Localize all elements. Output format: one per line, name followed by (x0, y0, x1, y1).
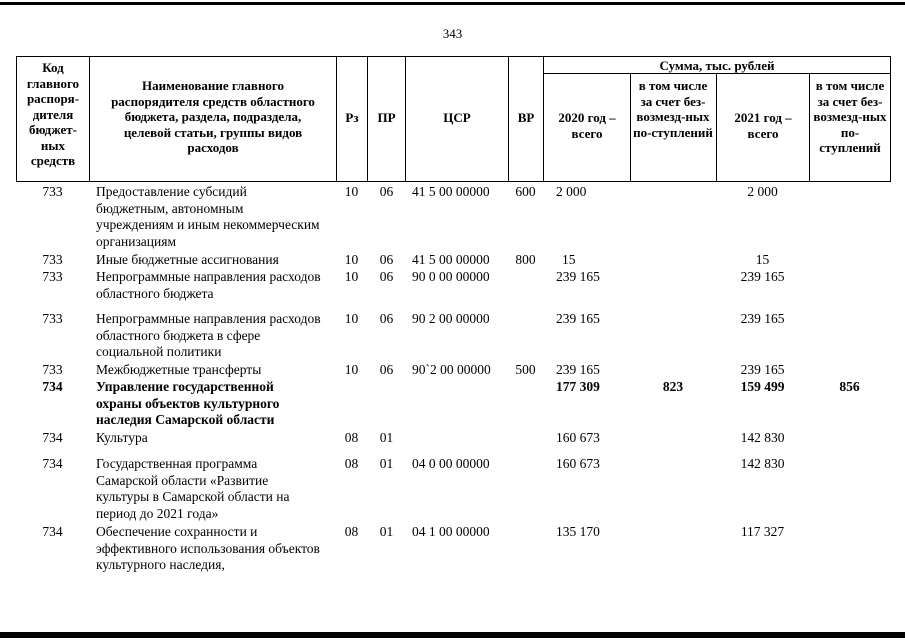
header-sum: Сумма, тыс. рублей (659, 58, 775, 73)
header-code: Код главного распоря-дителя бюджет-ных средств (26, 60, 80, 168)
row-name: Управление государственной охраны объектов культурного наследия Самарской области (96, 379, 280, 427)
header-pr: ПР (377, 110, 396, 125)
row-pr: 06 (379, 252, 394, 267)
vrule (89, 56, 90, 182)
row-code: 734 (42, 379, 63, 394)
row-name: Непрограммные направления расходов областного бюджета (96, 269, 321, 301)
row-rz: 08 (344, 524, 359, 539)
row-sum-2021: 15 (755, 252, 770, 267)
row-pr: 01 (379, 456, 394, 471)
row-sum-2021: 142 830 (740, 430, 785, 445)
row-name: Иные бюджетные ассигнования (96, 252, 279, 267)
row-csr: 41 5 00 00000 (412, 184, 490, 199)
row-free-2020: 823 (662, 379, 684, 394)
row-code: 733 (42, 311, 63, 326)
row-csr: 04 0 00 00000 (412, 456, 490, 471)
row-sum-2021: 239 165 (740, 311, 785, 326)
row-code: 733 (42, 362, 63, 377)
header-top-rule (16, 56, 890, 57)
vrule (716, 73, 717, 182)
header-vr: ВР (517, 110, 535, 125)
row-csr: 04 1 00 00000 (412, 524, 490, 539)
vrule (890, 56, 891, 182)
row-sum-2021: 159 499 (740, 379, 785, 394)
row-pr: 01 (379, 524, 394, 539)
row-vr: 500 (515, 362, 536, 377)
row-code: 733 (42, 252, 63, 267)
header-2021-free: в том числе за счет без-возмезд-ных по-ступлений (813, 78, 887, 155)
vrule (809, 73, 810, 182)
header-2021: 2021 год – всего (734, 110, 792, 141)
row-pr: 01 (379, 430, 394, 445)
bottom-border (0, 632, 905, 638)
row-rz: 10 (344, 252, 359, 267)
row-name: Предоставление субсидий бюджетным, автономным учреждениям и иным некоммерческим организациям (96, 184, 320, 249)
row-sum-2020: 239 165 (556, 269, 600, 284)
row-sum-2021: 239 165 (740, 362, 785, 377)
row-pr: 06 (379, 184, 394, 199)
vrule (543, 56, 544, 182)
row-sum-2021: 142 830 (740, 456, 785, 471)
row-rz: 10 (344, 362, 359, 377)
row-pr: 06 (379, 311, 394, 326)
row-sum-2020: 177 309 (556, 379, 600, 394)
header-2020: 2020 год – всего (558, 110, 616, 141)
row-rz: 10 (344, 184, 359, 199)
row-sum-2021: 239 165 (740, 269, 785, 284)
header-bottom-rule (16, 181, 890, 182)
row-rz: 08 (344, 456, 359, 471)
row-code: 734 (42, 524, 63, 539)
vrule (16, 56, 17, 182)
row-code: 733 (42, 269, 63, 284)
row-csr: 41 5 00 00000 (412, 252, 490, 267)
row-rz: 10 (344, 311, 359, 326)
row-pr: 06 (379, 362, 394, 377)
row-name: Культура (96, 430, 148, 445)
row-pr: 06 (379, 269, 394, 284)
vrule (630, 73, 631, 182)
row-sum-2021: 2 000 (747, 184, 778, 199)
row-sum-2020: 160 673 (556, 430, 600, 445)
row-sum-2020: 239 165 (556, 311, 600, 326)
row-vr: 600 (515, 184, 536, 199)
row-sum-2020: 160 673 (556, 456, 600, 471)
row-free-2021: 856 (839, 379, 860, 394)
row-sum-2020: 135 170 (556, 524, 600, 539)
row-sum-2020: 239 165 (556, 362, 600, 377)
row-csr: 90 2 00 00000 (412, 311, 490, 326)
row-name: Межбюджетные трансферты (96, 362, 262, 377)
page-number: 343 (442, 26, 463, 41)
row-name: Обеспечение сохранности и эффективного использования объектов культурного наследия, (96, 524, 320, 572)
row-rz: 10 (344, 269, 359, 284)
header-2020-free: в том числе за счет без-возмезд-ных по-ступлений (633, 78, 713, 140)
row-vr: 800 (515, 252, 536, 267)
header-name: Наименование главного распорядителя средств областного бюджета, раздела, подраздела, целевой статьи, группы видов расходов (111, 78, 315, 155)
row-csr: 90`2 00 00000 (412, 362, 491, 377)
row-name: Государственная программа Самарской области «Развитие культуры в Самарской области на период до 2021 года» (96, 456, 290, 521)
row-name: Непрограммные направления расходов областного бюджета в сфере социальной политики (96, 311, 321, 359)
row-code: 733 (42, 184, 63, 199)
row-sum-2020: 2 000 (556, 184, 587, 199)
top-border (0, 2, 905, 5)
row-code: 734 (42, 456, 63, 471)
row-sum-2021: 117 327 (740, 524, 785, 539)
row-rz: 08 (344, 430, 359, 445)
row-csr: 90 0 00 00000 (412, 269, 490, 284)
header-rz: Рз (345, 110, 359, 125)
row-sum-2020: 15 (562, 252, 576, 267)
row-code: 734 (42, 430, 63, 445)
header-csr: ЦСР (443, 110, 471, 125)
